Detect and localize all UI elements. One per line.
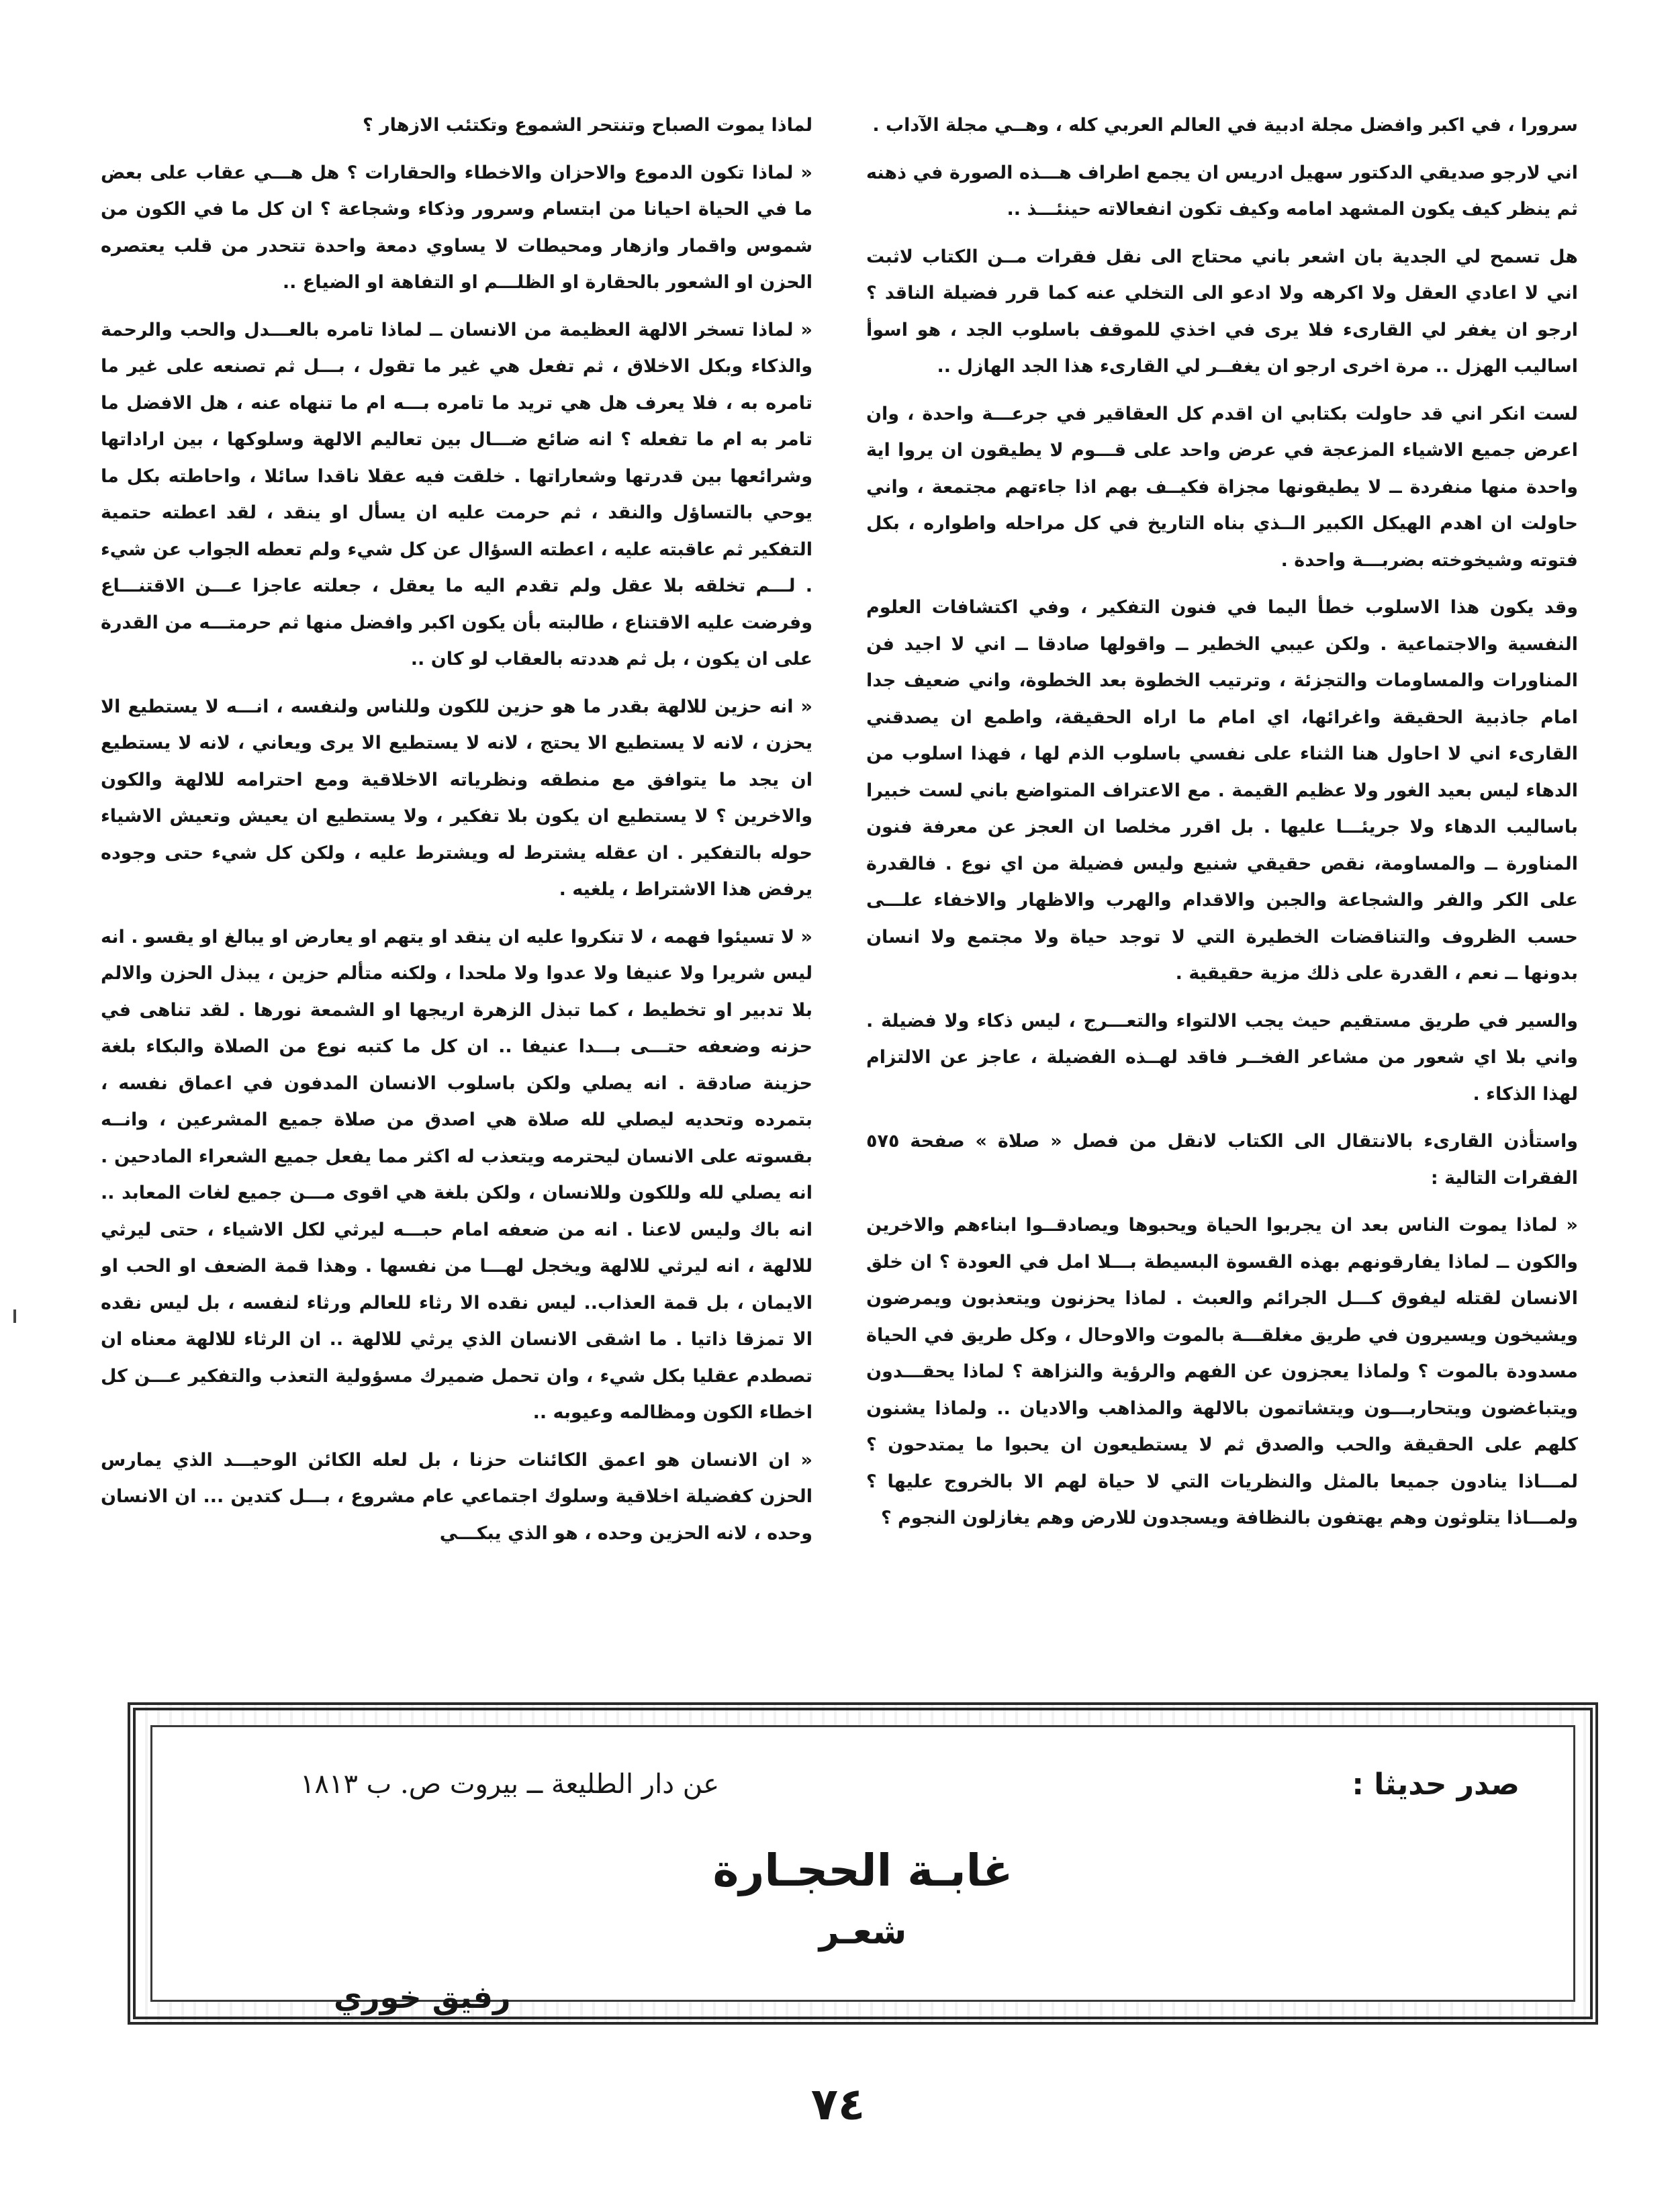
book-author: رفيق خوري [334,1979,511,2015]
book-announcement-box [128,1702,1598,2025]
article-columns [101,107,1578,1692]
paragraph: والسير في طريق مستقيم حيث يجب الالتواء والتعـــرج ، ليس ذكاء ولا فضيلة . واني بلا اي شعور من مشاعر الفخــر فاقد لهــذه الفضيلة ، عاجز عن الالتزام لهذا الذكاء . [866,1010,1578,1105]
book-genre: شعـر [819,1912,907,1952]
paragraph: « لماذا تسخر الالهة العظيمة من الانسان ــ لماذا تامره بالعـــدل والحب والرحمة والذكاء وبكل الاخلاق ، ثم تفعل هي غير ما تقول ، بـــل ثم تصنعه على غير ما تامره به ، فلا يعرف هل هي تريد ما تامره بـــه ام ما تنهاه عنه ، هل الافضل ما تامر به ام ما تفعله ؟ انه ضائع ضـــال بين تعاليم الالهة وسلوكها ، بين اراداتها وشرائعها بين قدرتها وشعاراتها . خلقت فيه عقلا ناقدا سائلا ، واحاطته بكل ما يوحي بالتساؤل والنقد ، ثم حرمت عليه ان يسأل او ينقد ، لقد اعطته حتمية التفكير ثم عاقبته عليه ، اعطته السؤال عن كل شيء ولم تعطه الجواب عن شيء . لـــم تخلقه بلا عقل ولم تقدم اليه ما يعقل ، جعلته عاجزا عـــن الاقتنـــاع وفرضت عليه الاقتناع ، طالبته بأن يكون اكبر وافضل منها ثم حرمتـــه من القدرة على ان يكون ، بل ثم هددته بالعقاب لو كان .. [101,319,812,670]
paragraph: وقد يكون هذا الاسلوب خطأ اليما في فنون التفكير ، وفي اكتشافات العلوم النفسية والاجتماعية . ولكن عيبي الخطير ــ واقولها صادقا ــ اني لا اجيد فن المناورات والمساومات والتجزئة ، وترتيب الخطوة بعد الخطوة، واني ضعيف جدا امام جاذبية الحقيقة واغرائها، اي امام ما اراه الحقيقة، واطمع ان يصدقني القارىء اني لا احاول هنا الثناء على نفسي باسلوب الذم لها ، فهذا اسلوب من الدهاء ليس بعيد الغور ولا عظيم القيمة . مع الاعتراف المتواضع باني لست خبيرا باساليب الدهاء ولا جريئـــا عليها . بل اقرر مخلصا ان العجز عن معرفة فنون المناورة ــ والمساومة، نقص حقيقي شنيع وليس فضيلة من اي نوع . فالقدرة على الكر والفر والشجاعة والجبن والاقدام والهرب والاظهار والاخفاء علـــى حسب الظروف والتناقضات الخطيرة التي لا توجد حياة ولا مجتمع ولا انسان بدونها ــ نعم ، القدرة على ذلك مزية حقيقية . [866,597,1578,984]
announcement-label: صدر حديثا : [1352,1767,1520,1802]
paragraph: « لماذا يموت الناس بعد ان يجربوا الحياة ويحبوها ويصادقــوا ابناءهم والاخرين والكون ــ لماذا يفارقونهم بهذه القسوة البسيطة بـــلا امل في العودة ؟ ان خلق الانسان لقتله ليفوق كـــل الجرائم والعبث . لماذا يحزنون ويتعذبون ويمرضون ويشيخون ويسيرون في طريق مغلقـــة بالموت والاوحال ، وكل طريق في الحياة مسدودة بالموت ؟ ولماذا يعجزون عن الفهم والرؤية والنزاهة ؟ لماذا يحقـــدون ويتباغضون ويتحاربـــون ويتشاتمون بالالهة والمذاهب والاديان .. ولماذا يشنون كلهم على الحقيقة والحب والصدق ثم لا يستطيعون ان يحبوا ما يمتدحون ؟ لمـــاذا ينادون جميعا بالمثل والنظريات التي لا حياة لهم الا بالخروج عليها ؟ ولمـــاذا يتلوثون وهم يهتفون بالنظافة ويسجدون للارض وهم يغازلون النجوم ؟ [866,1215,1578,1528]
paragraph: هل تسمح لي الجدية بان اشعر باني محتاج الى نقل فقرات مــن الكتاب لاثبت اني لا اعادي العقل ولا اكرهه ولا ادعو الى التخلي عنه كما قرر فضيلة الناقد ؟ ارجو ان يغفر لي القارىء فلا يرى في اخذي للموقف باسلوب الجد ، هو اسوأ اساليب الهزل .. مرة اخرى ارجو ان يغفــر لي القارىء هذا الجد الهازل .. [866,246,1578,377]
announcement-inner-frame [150,1725,1575,2015]
paragraph: « انه حزين للالهة بقدر ما هو حزين للكون وللناس ولنفسه ، انـــه لا يستطيع الا يحزن ، لانه لا يستطيع الا يحتج ، لانه لا يستطيع الا يرى ويعاني ، لانه لا يستطيع ان يجد ما يتوافق مع منطقه ونظرياته الاخلاقية ومع احترامه للالهة والكون والاخرين ؟ لا يستطيع ان يكون بلا تفكير ، ولا يستطيع ان يعيش وتعيش الاشياء حوله بالتفكير . ان عقله يشترط له ويشترط عليه ، ولكن كل شيء حتى وجوده يرفض هذا الاشتراط ، يلغيه . [101,696,812,900]
paragraph: « ان الانسان هو اعمق الكائنات حزنا ، بل لعله الكائن الوحيـــد الذي يمارس الحزن كفضيلة اخلاقية وسلوك اجتماعي عام مشروع ، بـــل كتدين ... ان الانسان وحده ، لانه الحزين وحده ، هو الذي يبكـــي [101,1449,812,1544]
margin-mark [13,1309,16,1323]
paragraph: لماذا يموت الصباح وتنتحر الشموع وتكتئب الازهار ؟ [363,115,812,136]
book-title: غابـة الحجـارة [712,1845,1013,1896]
left-column [101,107,812,1692]
right-column [866,107,1578,1692]
paragraph: سرورا ، في اكبر وافضل مجلة ادبية في العالم العربي كله ، وهــي مجلة الآداب . [872,115,1578,136]
paragraph: « لا تسيئوا فهمه ، لا تنكروا عليه ان ينقد او يتهم او يعارض او يبالغ او يقسو . انه ليس شريرا ولا عنيفا ولا عدوا ولا ملحدا ، ولكنه متألم حزين ، يبذل الحزن والالم بلا تدبير او تخطيط ، كما تبذل الزهرة اريجها او الشمعة نورها . لقد تناهى في حزنه وضعفه حتـــى بـــدا عنيفا .. ان كل ما كتبه نوع من الصلاة والبكاء بلغة حزينة صادقة . انه يصلي ولكن باسلوب الانسان المدفون في اعماق نفسه ، بتمرده وتحديه ليصلي لله صلاة هي اصدق من صلاة جميع المشرعين ، وانــه بقسوته على الانسان ليحترمه ويتعذب له اكثر مما يفعل جميع الشعراء المادحين . انه يصلي لله وللكون وللانسان ، ولكن بلغة هي اقوى مـــن جميع لغات المعابد .. انه باك وليس لاعنا . انه من ضعفه امام حبـــه ليرثي لكل الاشياء ، حتى ليرثي للالهة ، انه ليرثي للالهة ويخجل لهـــا من نفسها . وهذا قمة الضعف او الحب او الايمان ، بل قمة العذاب.. ليس نقده الا رثاء للعالم ورثاء لنفسه ، بل ليس نقده الا تمزقا ذاتيا . ما اشقى الانسان الذي يرثي للالهة .. ان الرثاء للالهة معناه ان تصطدم عقليا بكل شيء ، وان تحمل ضميرك مسؤولية التعذب والتفكير عـــن كل اخطاء الكون ومظالمه وعيوبه .. [101,926,812,1423]
paragraph: اني لارجو صديقي الدكتور سهيل ادريس ان يجمع اطراف هـــذه الصورة في ذهنه ثم ينظر كيف يكون المشهد امامه وكيف تكون انفعالاته حينئـــذ .. [866,162,1578,220]
paragraph: لست انكر اني قد حاولت بكتابي ان اقدم كل العقاقير في جرعـــة واحدة ، وان اعرض جميع الاشياء المزعجة في عرض واحد على قـــوم لا يطيقون ان يروا اية واحدة منها منفردة ــ لا يطيقونها مجزاة فكيــف بهم اذا جاءتهم مجتمعة ، واني حاولت ان اهدم الهيكل الكبير الــذي بناه التاريخ في كل مراحله واطواره ، بكل فتوته وشيخوخته بضربـــة واحدة . [866,403,1578,571]
paragraph: « لماذا تكون الدموع والاحزان والاخطاء والحقارات ؟ هل هـــي عقاب على بعض ما في الحياة احيانا من ابتسام وسرور وذكاء وشجاعة ؟ ان كل ما في الكون من شموس واقمار وازهار ومحيطات لا يساوي دمعة واحدة تتحدر من قلب يعتصره الحزن او الشعور بالحقارة او الظلـــم او التفاهة او الضياع .. [101,162,812,293]
page-number: ٧٤ [810,2078,866,2130]
publisher-line: عن دار الطليعة ــ بيروت ص. ب ١٨١٣ [300,1769,720,1800]
paragraph: واستأذن القارىء بالانتقال الى الكتاب لانقل من فصل « صلاة » صفحة ٥٧٥ الفقرات التالية : [866,1131,1578,1189]
